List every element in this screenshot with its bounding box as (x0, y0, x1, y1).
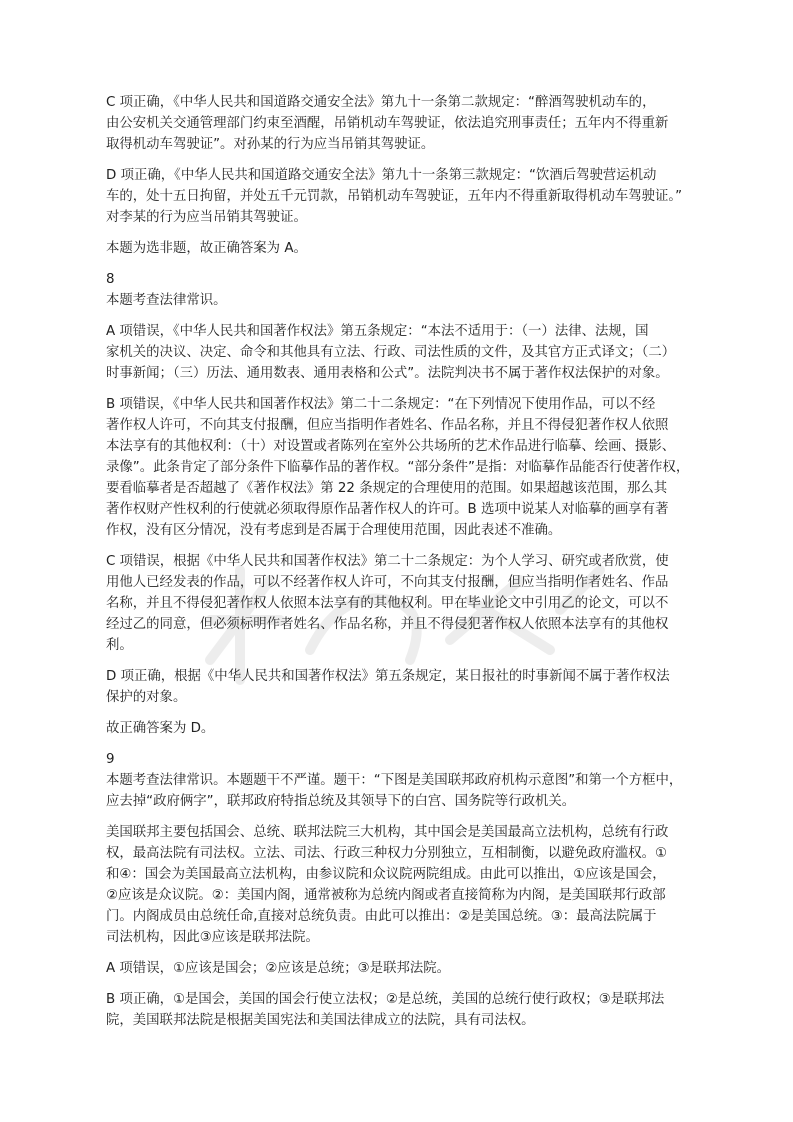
question-intro: 应去掉“政府俩字”，联邦政府特指总统及其领导下的白宫、国务院等行政机关。 (106, 794, 576, 809)
paragraph-answer: 本题为选非题，故正确答案为 A。 (106, 241, 307, 256)
paragraph-option-c: C 项正确，《中华人民共和国道路交通安全法》第九十一条第二款规定：“醉酒驾驶机动车的， 由公安机关交通管理部门约束至酒醒，吊销机动车驾驶证，依法追究刑事责任；五年内不得重新 取得机动车驾驶证”。对孙某的行为应当吊销其驾驶证。 (106, 95, 669, 152)
question-number: 8 (106, 272, 115, 287)
paragraph-option-d: D 项正确，《中华人民共和国道路交通安全法》第九十一条第三款规定：“饮酒后驾驶营运机动 车的，处十五日拘留，并处五千元罚款，吊销机动车驾驶证，五年内不得重新取得机动车驾驶证。” 对李某的行为应当吊销其驾驶证。 (106, 168, 683, 225)
question-intro: 本题考查法律常识。 (106, 293, 227, 308)
q8-option-a: A 项错误，《中华人民共和国著作权法》第五条规定：“本法不适用于：（一）法律、法规，国 家机关的决议、决定、命令和其他具有立法、行政、司法性质的文件，及其官方正式译文；（二） 时事新闻；（三）历法、通用数表、通用表格和公式”。法院判决书不属于著作权法保护的对象。 (106, 324, 676, 381)
q8-option-b: B 项错误，《中华人民共和国著作权法》第二十二条规定：“在下列情况下使用作品，可以不经 著作权人许可，不向其支付报酬，但应当指明作者姓名、作品名称，并且不得侵犯著作权人依照 本法享有的其他权利：（十）对设置或者陈列在室外公共场所的艺术作品进行临摹、绘画、摄影、 录像”。此条肯定了部分条件下临摹作品的著作权。“部分条件”是指：对临摹作品能否行使著作权， 要看临摹者是否超越了《著作权法》第 22 条规定的合理使用的范围。如果超越该范围，那么其 著作权财产性权利的行使就必须取得原作品著作权人的许可。B 选项中说某人对临摹的画享有著 作权，没有区分情况，没有考虑到是否属于合理使用范围，因此表述不准确。 (106, 397, 690, 538)
q8-option-c: C 项错误，根据《中华人民共和国著作权法》第二十二条规定：为个人学习、研究或者欣赏，使 用他人已经发表的作品，可以不经著作权人许可，不向其支付报酬，但应当指明作者姓名、作品 名称，并且不得侵犯著作权人依照本法享有的其他权利。甲在毕业论文中引用乙的论文，可以不 经过乙的同意，但必须标明作者姓名、作品名称，并且不得侵犯著作权人依照本法享有的其他权 利。 (106, 554, 669, 653)
question-number: 9 (106, 752, 115, 767)
question-8 (106, 269, 696, 311)
q9-option-b: B 项正确，①是国会，美国的国会行使立法权；②是总统，美国的总统行使行政权；③是联邦法 院，美国联邦法院是根据美国宪法和美国法律成立的法院，具有司法权。 (106, 992, 665, 1028)
q9-option-a: A 项错误，①应该是国会；②应该是总统；③是联邦法院。 (106, 961, 451, 976)
question-intro: 本题考查法律常识。本题题干不严谨。题干：“下图是美国联邦政府机构示意图”和第一个方框中， (106, 773, 683, 788)
q8-option-d: D 项正确，根据《中华人民共和国著作权法》第五条规定，某日报社的时事新闻不属于著作权法 保护的对象。 (106, 669, 670, 705)
q8-answer: 故正确答案为 D。 (106, 721, 215, 736)
document-page (106, 92, 696, 1041)
question-9 (106, 749, 696, 812)
q9-analysis: 美国联邦主要包括国会、总统、联邦法院三大机构，其中国会是美国最高立法机构，总统有行政 权，最高法院有司法权。立法、司法、行政三种权力分别独立，互相制衡，以避免政府滥权。① 和④：国会为美国最高立法机构，由参议院和众议院两院组成。由此可以推出，①应该是国会， ②应该是众议院。②：美国内阁，通常被称为总统内阁或者直接简称为内阁，是美国联邦行政部 门。内阁成员由总统任命,直接对总统负责。由此可以推出：②是美国总统。③：最高法院属于 司法机构，因此③应该是联邦法院。 (106, 825, 669, 945)
